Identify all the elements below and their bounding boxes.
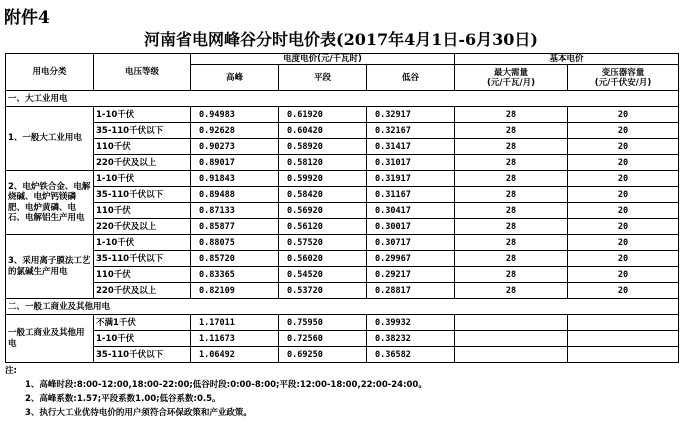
transformer-capacity-cell: 20 [568,219,679,235]
flat-price-cell: 0.56920 [279,203,367,219]
table-row [6,315,679,331]
flat-price-cell: 0.56020 [279,251,367,267]
max-demand-cell: 28 [455,107,568,123]
attachment-label: 附件4 [4,8,50,28]
max-demand-cell: 28 [455,219,568,235]
peak-price-cell: 0.89017 [191,155,279,171]
voltage-cell: 1-10千伏 [94,331,191,347]
section-general-commerce-row [6,299,679,315]
transformer-label: 变压器容量 [601,67,645,78]
max-demand-unit: (元/千瓦/月) [487,77,535,88]
header-max-demand [455,65,568,91]
table-row [6,155,679,171]
valley-price-cell: 0.28817 [367,283,455,299]
max-demand-cell: 28 [455,123,568,139]
voltage-cell: 不满1千伏 [94,315,191,331]
header-category: 用电分类 [6,54,94,91]
flat-price-cell: 0.59920 [279,171,367,187]
max-demand-cell: 28 [455,267,568,283]
flat-price-cell: 0.58420 [279,187,367,203]
peak-price-cell: 0.85877 [191,219,279,235]
max-demand-cell: 28 [455,155,568,171]
voltage-cell: 35-110千伏以下 [94,251,191,267]
transformer-capacity-cell: 20 [568,155,679,171]
page-title: 河南省电网峰谷分时电价表(2017年4月1日-6月30日) [144,30,538,49]
valley-price-cell: 0.31417 [367,139,455,155]
section-large-industry-row [6,91,679,107]
transformer-capacity-cell [568,331,679,347]
transformer-capacity-cell: 20 [568,139,679,155]
peak-price-cell: 0.91843 [191,171,279,187]
voltage-cell: 1-10千伏 [94,235,191,251]
valley-price-cell: 0.30417 [367,203,455,219]
flat-price-cell: 0.54520 [279,267,367,283]
valley-price-cell: 0.32167 [367,123,455,139]
voltage-cell: 110千伏 [94,203,191,219]
note-item: 1、高峰时段:8:00-12:00,18:00-22:00;低谷时段:0:00-8:00;平段:12:00-18:00,22:00-24:00。 [25,380,427,390]
transformer-capacity-cell: 20 [568,235,679,251]
max-demand-cell: 28 [455,203,568,219]
category-cell: 一般工商业及其他用电 [6,315,94,363]
flat-price-cell: 0.56120 [279,219,367,235]
section-large-industry: 一、大工业用电 [6,91,679,107]
voltage-cell: 110千伏 [94,139,191,155]
voltage-cell: 220千伏及以上 [94,219,191,235]
table-row [6,203,679,219]
flat-price-cell: 0.53720 [279,283,367,299]
flat-price-cell: 0.61920 [279,107,367,123]
transformer-capacity-cell: 20 [568,107,679,123]
transformer-capacity-cell: 20 [568,283,679,299]
header-valley: 低谷 [367,65,455,91]
transformer-capacity-cell: 20 [568,251,679,267]
table-row [6,331,679,347]
transformer-capacity-cell: 20 [568,123,679,139]
transformer-unit: (元/千伏安/月) [594,77,652,88]
table-row [6,139,679,155]
flat-price-cell: 0.58120 [279,155,367,171]
note-item: 3、执行大工业优待电价的用户须符合环保政策和产业政策。 [25,408,252,418]
peak-price-cell: 0.82109 [191,283,279,299]
transformer-capacity-cell: 20 [568,203,679,219]
category-cell: 2、电炉铁合金、电解烧碱、电炉钙镁磷肥、电炉黄磷、电石、电解铝生产用电 [6,171,94,235]
header-row-1 [6,54,679,65]
flat-price-cell: 0.72560 [279,331,367,347]
voltage-cell: 35-110千伏以下 [94,187,191,203]
valley-price-cell: 0.39932 [367,315,455,331]
max-demand-cell: 28 [455,171,568,187]
flat-price-cell: 0.69250 [279,347,367,363]
table-row [6,123,679,139]
max-demand-cell: 28 [455,235,568,251]
voltage-cell: 1-10千伏 [94,107,191,123]
valley-price-cell: 0.31167 [367,187,455,203]
valley-price-cell: 0.31017 [367,155,455,171]
table-row [6,267,679,283]
flat-price-cell: 0.57520 [279,235,367,251]
valley-price-cell: 0.30017 [367,219,455,235]
table-row [6,171,679,187]
peak-price-cell: 1.17011 [191,315,279,331]
peak-price-cell: 0.92628 [191,123,279,139]
max-demand-label: 最大需量 [494,67,529,78]
transformer-capacity-cell: 20 [568,267,679,283]
table-row [6,235,679,251]
table-row [6,251,679,267]
peak-price-cell: 0.87133 [191,203,279,219]
header-peak: 高峰 [191,65,279,91]
header-basic-price: 基本电价 [455,54,679,65]
table-row [6,219,679,235]
tariff-table [5,53,679,363]
max-demand-cell: 28 [455,139,568,155]
note-item: 2、高峰系数:1.57;平段系数1.00;低谷系数:0.5。 [25,394,221,404]
max-demand-cell [455,347,568,363]
max-demand-cell [455,331,568,347]
table-row [6,107,679,123]
valley-price-cell: 0.29967 [367,251,455,267]
peak-price-cell: 0.94983 [191,107,279,123]
voltage-cell: 110千伏 [94,267,191,283]
max-demand-cell: 28 [455,251,568,267]
table-row [6,187,679,203]
valley-price-cell: 0.30717 [367,235,455,251]
voltage-cell: 220千伏及以上 [94,283,191,299]
peak-price-cell: 1.11673 [191,331,279,347]
voltage-cell: 220千伏及以上 [94,155,191,171]
flat-price-cell: 0.60420 [279,123,367,139]
header-flat: 平段 [279,65,367,91]
header-voltage: 电压等级 [94,54,191,91]
peak-price-cell: 0.85720 [191,251,279,267]
category-cell: 3、采用离子膜法工艺的氯碱生产用电 [6,235,94,299]
transformer-capacity-cell [568,347,679,363]
peak-price-cell: 0.88075 [191,235,279,251]
peak-price-cell: 0.89488 [191,187,279,203]
valley-price-cell: 0.38232 [367,331,455,347]
max-demand-cell [455,315,568,331]
header-energy-price: 电度电价(元/千瓦时) [191,54,455,65]
max-demand-cell: 28 [455,283,568,299]
transformer-capacity-cell: 20 [568,187,679,203]
peak-price-cell: 0.83365 [191,267,279,283]
peak-price-cell: 0.90273 [191,139,279,155]
notes-label: 注: [5,366,17,376]
valley-price-cell: 0.36582 [367,347,455,363]
peak-price-cell: 1.06492 [191,347,279,363]
voltage-cell: 1-10千伏 [94,171,191,187]
max-demand-cell: 28 [455,187,568,203]
category-cell: 1、一般大工业用电 [6,107,94,171]
valley-price-cell: 0.32917 [367,107,455,123]
section-general-commerce: 二、一般工商业及其他用电 [6,299,679,315]
table-row [6,283,679,299]
voltage-cell: 35-110千伏以下 [94,123,191,139]
table-row [6,347,679,363]
voltage-cell: 35-110千伏以下 [94,347,191,363]
transformer-capacity-cell: 20 [568,171,679,187]
valley-price-cell: 0.31917 [367,171,455,187]
valley-price-cell: 0.29217 [367,267,455,283]
header-transformer [568,65,679,91]
flat-price-cell: 0.58920 [279,139,367,155]
transformer-capacity-cell [568,315,679,331]
flat-price-cell: 0.75950 [279,315,367,331]
notes [5,364,427,420]
